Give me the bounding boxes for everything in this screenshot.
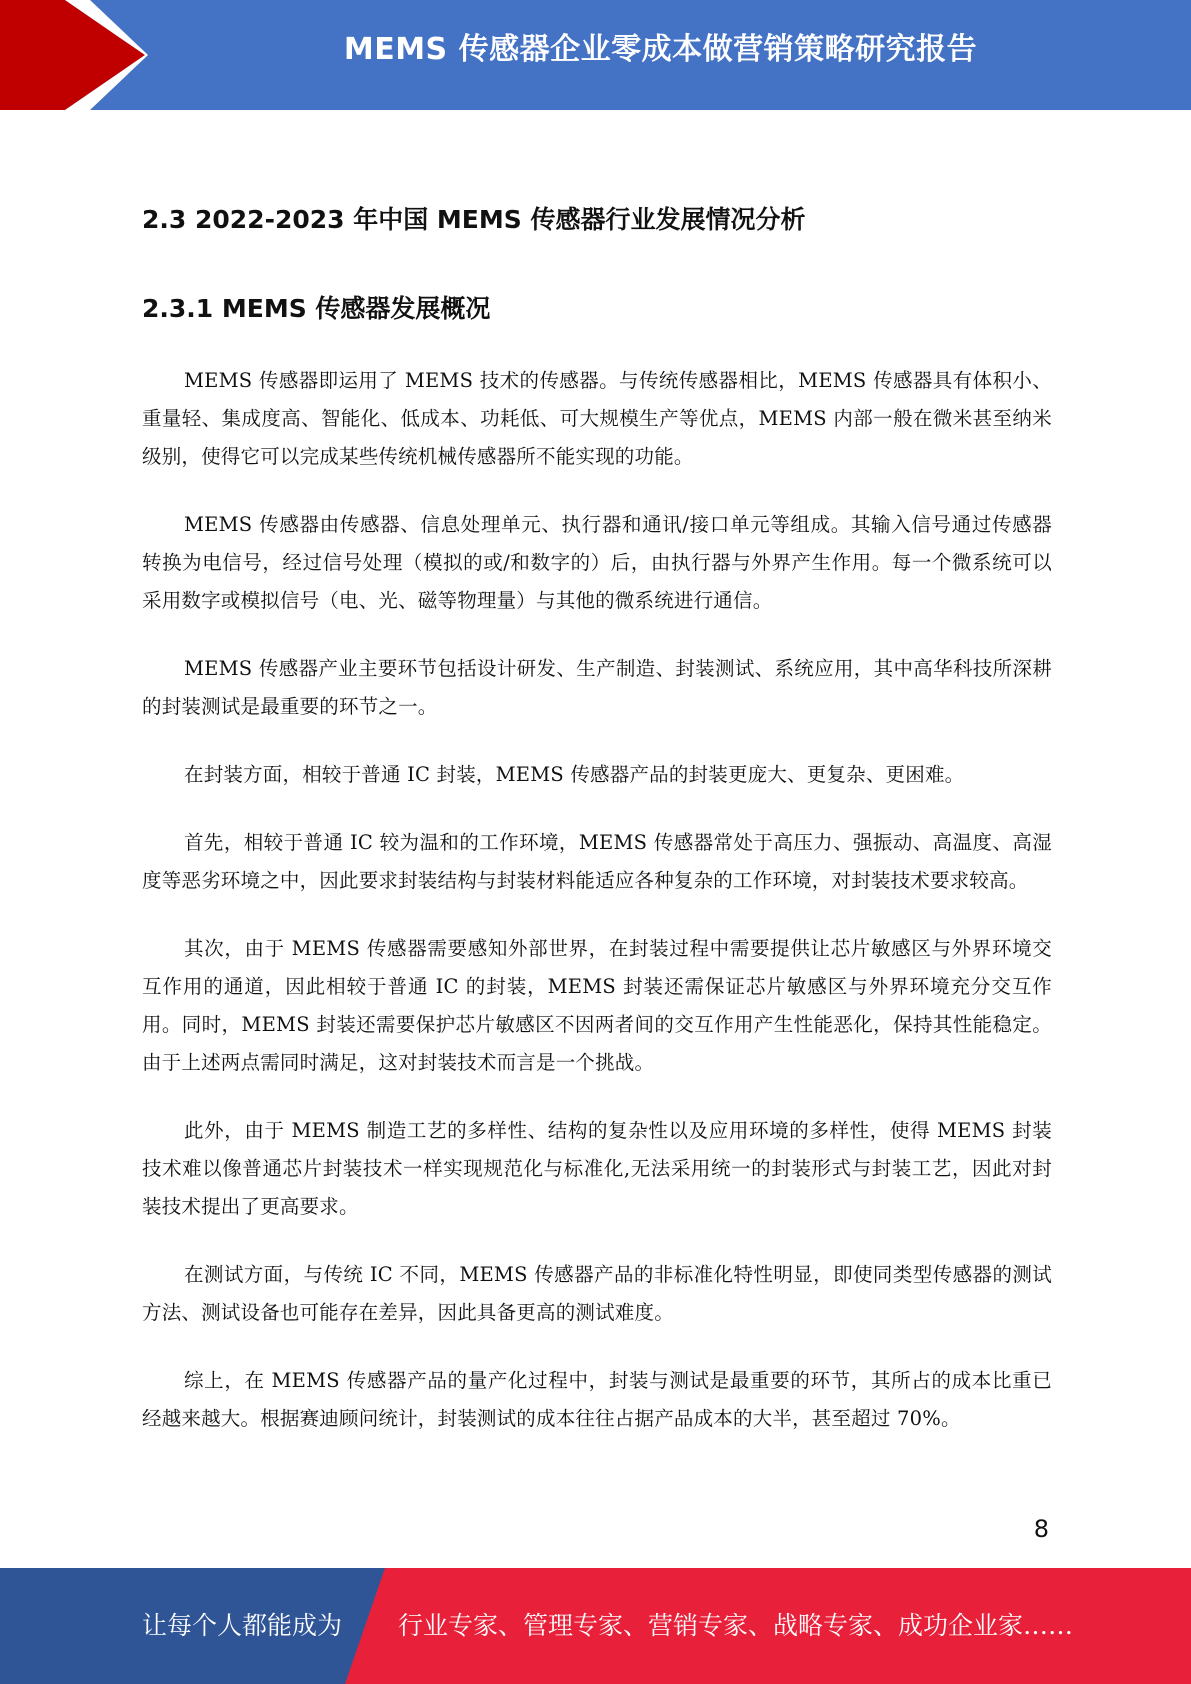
paragraph: 在封装方面，相较于普通 IC 封装，MEMS 传感器产品的封装更庞大、更复杂、更困难。: [184, 763, 965, 786]
page-number: 8: [1033, 1515, 1049, 1543]
subsection-heading: 2.3.1 MEMS 传感器发展概况: [142, 294, 491, 323]
paragraph: MEMS 传感器即运用了 MEMS 技术的传感器。与传统传感器相比，MEMS 传感器具有体积小、重量轻、集成度高、智能化、低成本、功耗低、可大规模生产等优点，MEMS 内部一般在微米甚至纳米级别，使得它可以完成某些传统机械传感器所不能实现的功能。: [142, 369, 1052, 468]
report-footer: [0, 1568, 1191, 1684]
footer-slogan-right: 行业专家、管理专家、营销专家、战略专家、成功企业家……: [398, 1611, 1074, 1640]
paragraph: 在测试方面，与传统 IC 不同，MEMS 传感器产品的非标准化特性明显，即使同类型传感器的测试方法、测试设备也可能存在差异，因此具备更高的测试难度。: [142, 1263, 1052, 1324]
paragraph: 其次，由于 MEMS 传感器需要感知外部世界，在封装过程中需要提供让芯片敏感区与外界环境交互作用的通道，因此相较于普通 IC 的封装，MEMS 封装还需保证芯片敏感区与外界环境充分交互作用。同时，MEMS 封装还需要保护芯片敏感区不因两者间的交互作用产生性能恶化，保持其性能稳定。由于上述两点需同时满足，这对封装技术而言是一个挑战。: [142, 937, 1052, 1074]
paragraph: 首先，相较于普通 IC 较为温和的工作环境，MEMS 传感器常处于高压力、强振动、高温度、高湿度等恶劣环境之中，因此要求封装结构与封装材料能适应各种复杂的工作环境，对封装技术要求较高。: [142, 831, 1052, 892]
report-header: [0, 0, 1191, 110]
paragraph: MEMS 传感器由传感器、信息处理单元、执行器和通讯/接口单元等组成。其输入信号通过传感器转换为电信号，经过信号处理（模拟的或/和数字的）后，由执行器与外界产生作用。每一个微系统可以采用数字或模拟信号（电、光、磁等物理量）与其他的微系统进行通信。: [142, 513, 1052, 612]
section-heading: 2.3 2022-2023 年中国 MEMS 传感器行业发展情况分析: [142, 205, 806, 234]
paragraph: MEMS 传感器产业主要环节包括设计研发、生产制造、封装测试、系统应用，其中高华科技所深耕的封装测试是最重要的环节之一。: [142, 657, 1052, 718]
paragraph-list: [142, 362, 1052, 1438]
report-title: MEMS 传感器企业零成本做营销策略研究报告: [343, 32, 978, 67]
paragraph: 此外，由于 MEMS 制造工艺的多样性、结构的复杂性以及应用环境的多样性，使得 MEMS 封装技术难以像普通芯片封装技术一样实现规范化与标准化,无法采用统一的封装形式与封装工艺，因此对封装技术提出了更高要求。: [142, 1119, 1052, 1218]
paragraph: 综上，在 MEMS 传感器产品的量产化过程中，封装与测试是最重要的环节，其所占的成本比重已经越来越大。根据赛迪顾问统计，封装测试的成本往往占据产品成本的大半，甚至超过 70%。: [142, 1369, 1052, 1430]
footer-slogan-left: 让每个人都能成为: [142, 1611, 343, 1640]
document-body: [142, 190, 1052, 1438]
